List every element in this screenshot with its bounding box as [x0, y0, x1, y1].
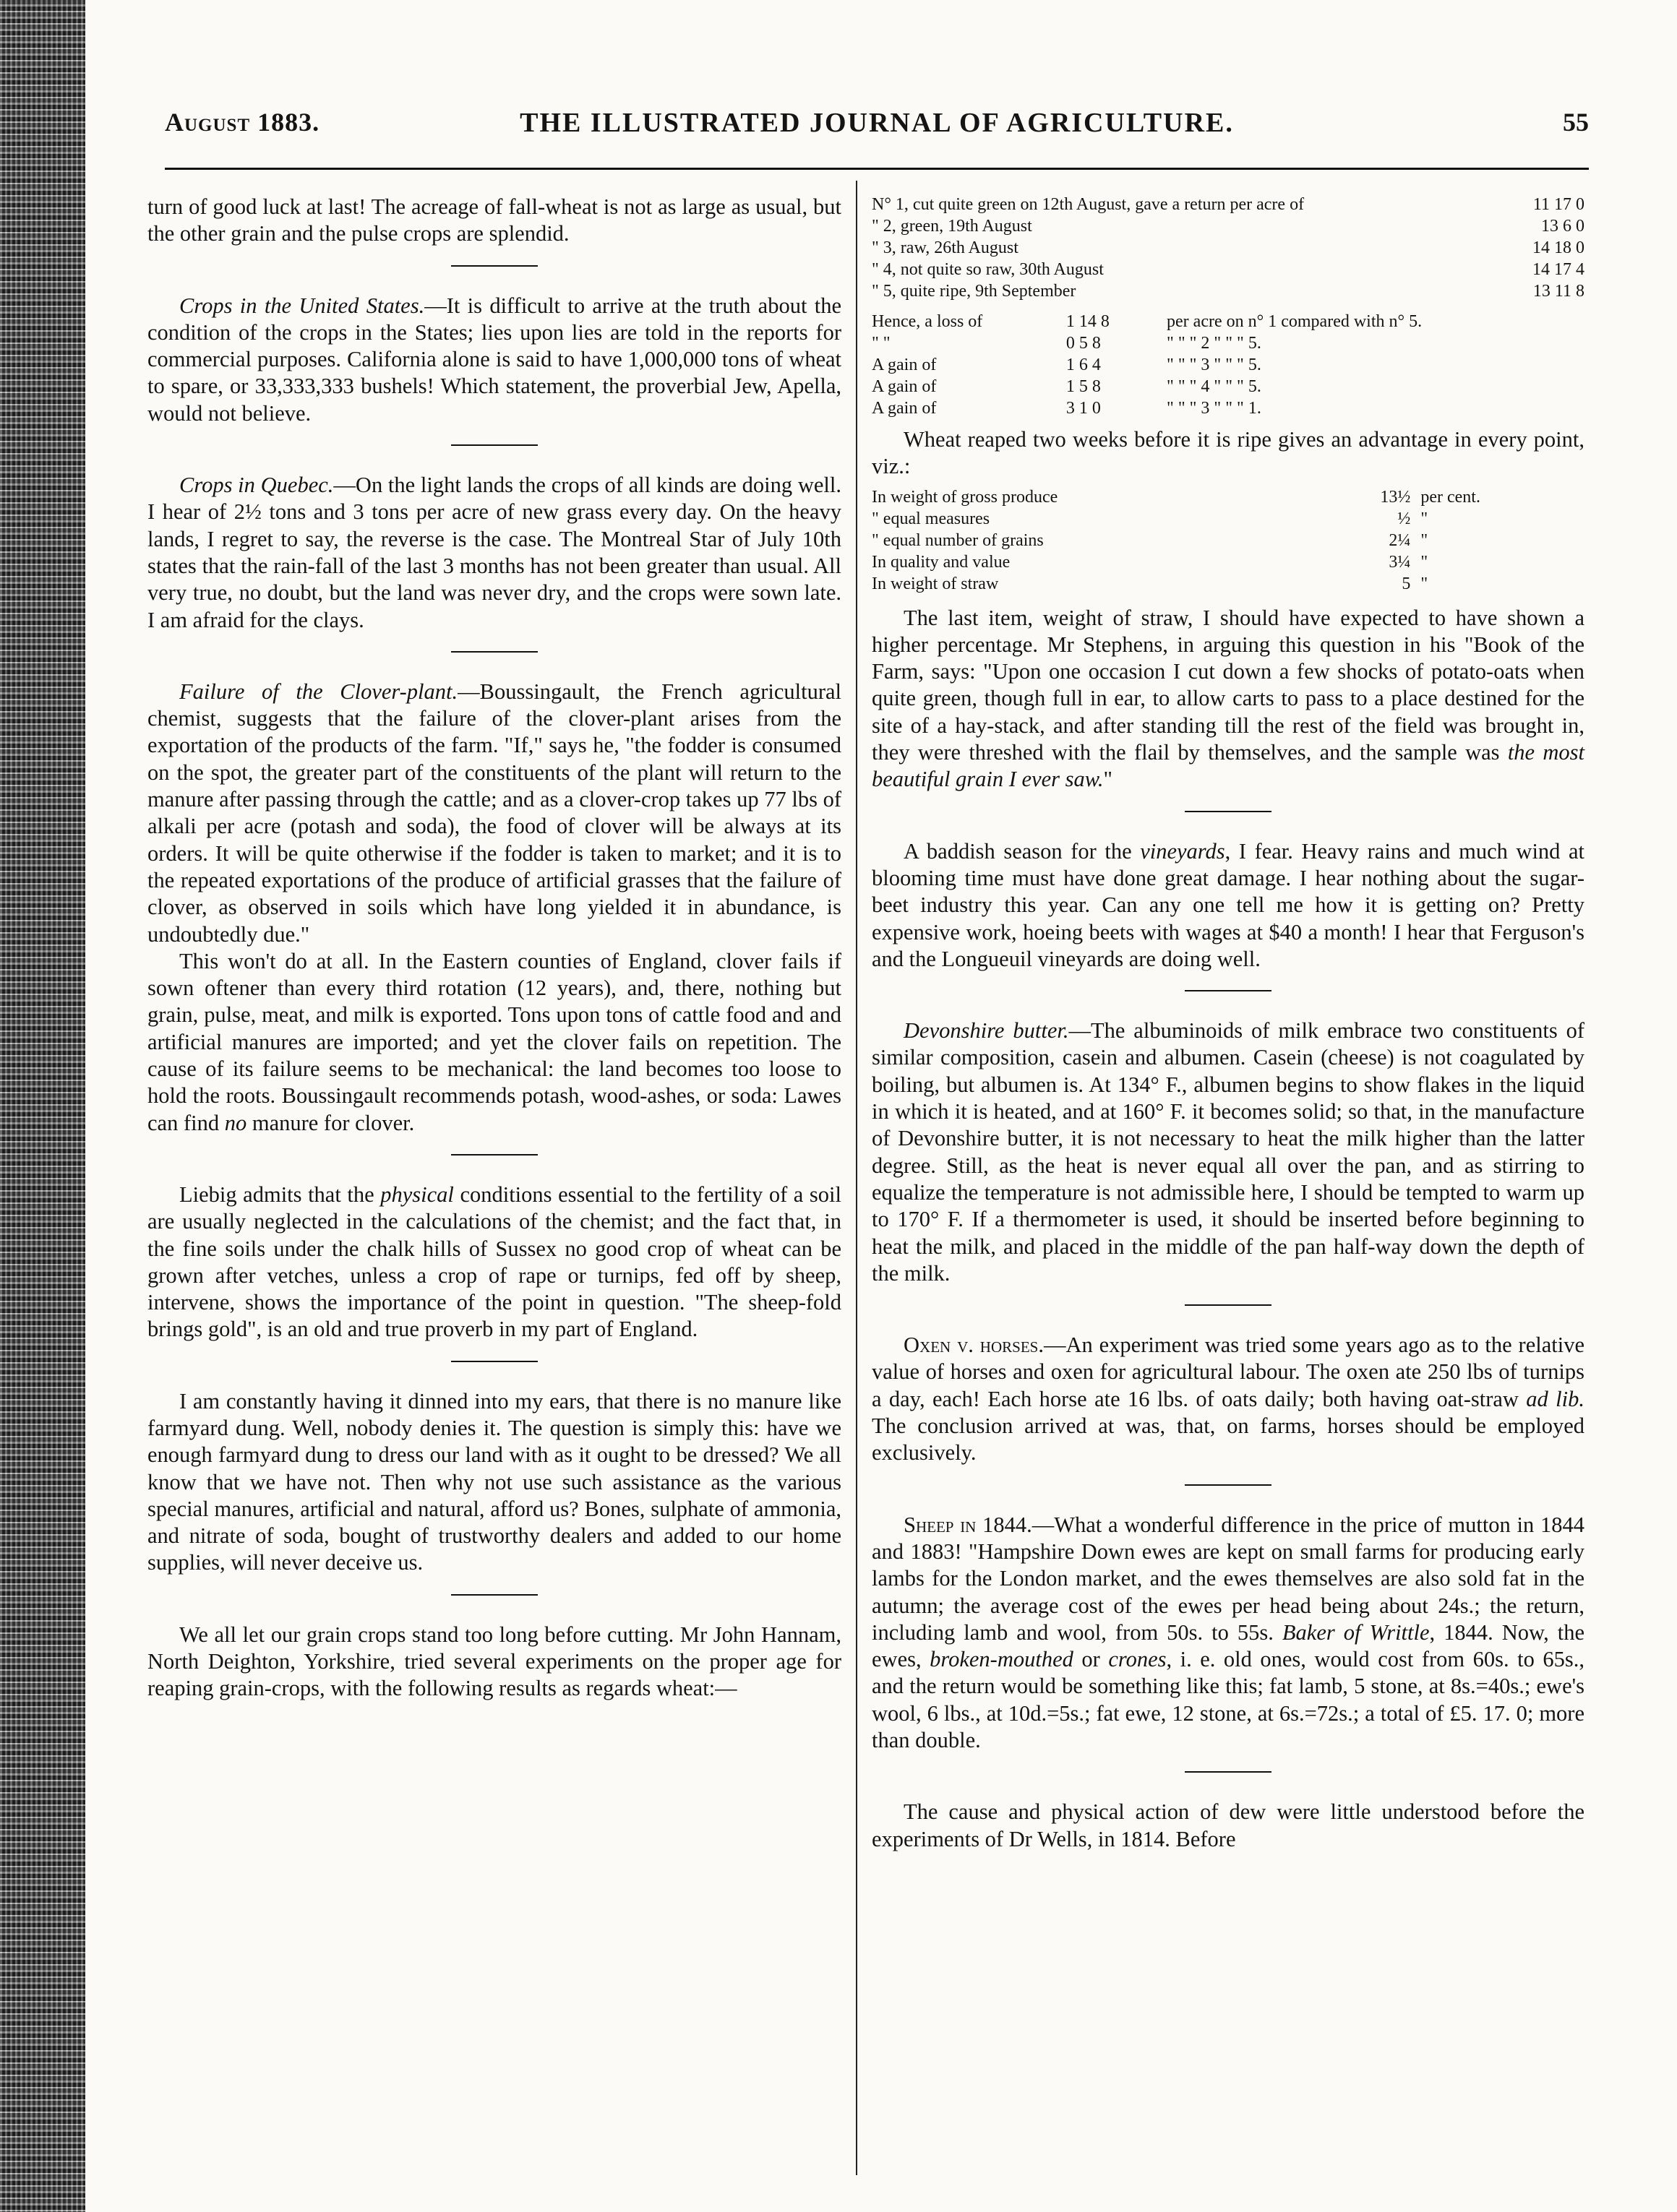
- row-pre: Hence, a loss of: [872, 312, 983, 331]
- table-row: [872, 332, 1584, 354]
- row-unit: ": [1420, 509, 1428, 528]
- text-span: This won't do at all. In the Eastern counties of England, clover fails if sown oftener than every third rotation (12 years), and, there, nothing but grain, pulse, meat, and milk is exported. Tons upon tons of cattle food and and artificial manures are imported; and yet the clover fails on repetition. The cause of its failure seems to be mechanical: the land becomes too loose to hold the roots. Boussingault recommends potash, wood-ashes, or soda: Lawes can find: [147, 948, 841, 1135]
- row-txt: " " " 3 " " " 1.: [1167, 399, 1261, 418]
- section-separator: [1185, 1771, 1271, 1773]
- table-row: [872, 486, 1584, 508]
- text-span: The last item, weight of straw, I should have expected to have shown a higher percentage. Mr Stephens, in arguing this question in his "Book of the Farm, says: "Upon one occasion I cut down a few shocks of potato-oats when quite green, though full in ear, to allow carts to pass to a place destined for the site of a hay-stack, and after standing till the rest of the field was brought in, they were threshed with the flail by themselves, and the sample was: [872, 605, 1584, 765]
- right-column: [872, 194, 1584, 1853]
- paragraph-lead: Crops in the United States.: [179, 293, 425, 318]
- paragraph: [147, 948, 841, 1137]
- paragraph-liebig: [147, 1182, 841, 1343]
- row-unit: ": [1420, 574, 1428, 593]
- paragraph-body: —The albuminoids of milk embrace two constituents of similar composition, casein and albumen. Casein (cheese) is not coagulated by boiling, but albumen is. At 134° F., albumen begins to show flakes in the liquid in which it is heated, and at 160° F. it becomes solid; so that, in the manufacture of Devonshire butter, it is not necessary to heat the milk higher than the latter degree. Still, as the heat is never equal all over the pan, and as stirring to equalize the temperature is not admissible here, I should be tempted to warm up to 170° F. If a thermometer is used, it should be inserted before beginning to heat the milk, and placed in the middle of the pan half-way down the depth of the milk.: [872, 1018, 1584, 1286]
- table-row: [872, 354, 1584, 376]
- row-label: " 3, raw, 26th August: [872, 238, 1018, 257]
- section-separator: [451, 1361, 538, 1362]
- row-pre: A gain of: [872, 356, 937, 374]
- row-label: " equal measures: [872, 509, 990, 528]
- section-separator: [1185, 1304, 1271, 1306]
- table-row: [872, 311, 1584, 332]
- emphasis: broken-mouthed: [930, 1647, 1073, 1672]
- paragraph-lead: Devonshire butter.: [904, 1018, 1069, 1043]
- section-separator: [451, 265, 538, 267]
- scanned-spine-texture: [0, 0, 85, 2212]
- row-label: " equal number of grains: [872, 530, 1044, 550]
- row-label: In weight of straw: [872, 574, 999, 593]
- paragraph-grain-cutting: We all let our grain crops stand too long before cutting. Mr John Hannam, North Deighton, Yorkshire, tried several experiments on the proper age for reaping grain-crops, with the following results as regards wheat:—: [147, 1622, 841, 1701]
- row-amt: 1 14 8: [1065, 312, 1110, 331]
- table-row: [872, 215, 1584, 237]
- section-separator: [451, 1154, 538, 1156]
- paragraph-vineyards: [872, 838, 1584, 973]
- text-span: —What a wonderful difference in the price of mutton in 1844 and 1883! "Hampshire Down ewes are kept on small farms for producing early lambs for the London market, and the ewes themselves are also sold fat in the autumn; the average cost of the ewes per head being about 24s.; the return, including lamb and wool, from 50s. to 55s.: [872, 1512, 1584, 1645]
- row-unit: ": [1420, 530, 1428, 550]
- emphasis: vineyards: [1140, 838, 1225, 864]
- paragraph-sheep-1844: [872, 1512, 1584, 1755]
- paragraph-crops-quebec: [147, 472, 841, 634]
- row-value: 13½: [1380, 487, 1411, 507]
- row-value: 13 11 8: [1532, 282, 1584, 301]
- row-txt: " " " 3 " " " 5.: [1167, 356, 1261, 374]
- emphasis: Baker of Writtle: [1282, 1619, 1430, 1645]
- row-label: " 5, quite ripe, 9th September: [872, 282, 1076, 301]
- section-separator: [451, 651, 538, 653]
- text-span: , i. e. old ones, would cost from 60s. to 65s., and the return would be something like this; fat lamb, 5 stone, at 8s.=40s.; ewe's wool, 6 lbs., at 10d.=5s.; fat ewe, 12 stone, at 6s.=72s.; a total of £5. 17. 0; more than double.: [872, 1647, 1584, 1752]
- row-unit: per cent.: [1420, 487, 1480, 507]
- paragraph-lead: Sheep in 1844.: [904, 1512, 1032, 1537]
- row-txt: " " " 2 " " " 5.: [1167, 334, 1261, 353]
- emphasis: no: [224, 1110, 247, 1135]
- paragraph-devonshire-butter: [872, 1017, 1584, 1287]
- row-value: 14 18 0: [1532, 238, 1584, 257]
- page-header: [165, 107, 1589, 150]
- paragraph-farmyard-dung: I am constantly having it dinned into my ears, that there is no manure like farmyard dung. Well, nobody denies it. The question is simply this: have we enough farmyard dung to dress our land with as it ought to be dressed? We all know that we have not. Then why not use such assistance as the various special manures, artificial and natural, afford us? Bones, sulphate of ammonia, and nitrate of soda, bought of trustworthy dealers and added to our home supplies, will never deceive us.: [147, 1388, 841, 1575]
- left-column: [147, 194, 841, 1703]
- table-row: [872, 530, 1584, 551]
- page-number: 55: [1563, 108, 1589, 137]
- paragraph-crops-united-states: [147, 293, 841, 427]
- emphasis: physical: [380, 1182, 454, 1207]
- row-label: " 2, green, 19th August: [872, 217, 1032, 236]
- row-pre: " ": [872, 334, 891, 353]
- text-span: , I fear. Heavy rains and much wind at blooming time must have done great damage. I hear nothing about the sugar-beet industry this year. Can any one tell me how it is getting on? Pretty expensive work, hoeing beets with wages at $40 a month! I hear that Ferguson's and the Longueuil vineyards are doing well.: [872, 838, 1584, 971]
- emphasis: the most beautiful grain I ever saw.: [872, 740, 1584, 792]
- row-label: " 4, not quite so raw, 30th August: [872, 260, 1104, 279]
- paragraph-dew: The cause and physical action of dew were little understood before the experiments of Dr Wells, in 1814. Before: [872, 1799, 1584, 1851]
- section-separator: [451, 444, 538, 446]
- paragraph-lead: Crops in Quebec.: [179, 473, 334, 498]
- cutting-returns-table: [872, 194, 1584, 302]
- loss-gain-table: [872, 311, 1584, 419]
- row-amt: 3 1 0: [1065, 399, 1101, 418]
- text-span: Liebig admits that the: [179, 1182, 381, 1207]
- row-amt: 1 6 4: [1065, 356, 1101, 374]
- section-separator: [451, 1594, 538, 1596]
- header-rule: [165, 168, 1589, 170]
- paragraph-lead: Failure of the Clover-plant.: [179, 679, 458, 704]
- row-value: 2¼: [1389, 530, 1411, 550]
- row-pre: A gain of: [872, 399, 937, 418]
- table-row: [872, 508, 1584, 530]
- row-label: In weight of gross produce: [872, 487, 1058, 507]
- text-span: —An experiment was tried some years ago as to the relative value of horses and oxen for agricultural labour. The oxen ate 250 lbs of turnips a day, each! Each horse ate 16 lbs. of oats daily; both having oat-straw: [872, 1333, 1584, 1411]
- paragraph-body: —Boussingault, the French agricultural chemist, suggests that the failure of the clover-plant arises from the exportation of the products of the farm. "If," says he, "the fodder is consumed on the spot, the greater part of the constituents of the plant will return to the manure after passing through the cattle; and as a clover-crop takes up 77 lbs of alkali per acre (potash and soda), the food of clover will be always at its orders. It will be quite otherwise if the fodder is taken to market; and it is to the repeated exportations of the produce of artificial grasses that the failure of clover, as observed in soils which have long yielded it in abundance, is undoubtedly due.": [147, 679, 841, 947]
- row-txt: per acre on n° 1 compared with n° 5.: [1167, 312, 1423, 331]
- row-value: 5: [1402, 574, 1411, 593]
- row-value: 11 17 0: [1532, 195, 1584, 214]
- section-separator: [1185, 811, 1271, 812]
- issue-date: August 1883.: [165, 108, 320, 137]
- row-value: ½: [1397, 509, 1411, 528]
- text-span: , 1844. Now, the ewes,: [872, 1619, 1584, 1672]
- advantage-table: [872, 486, 1584, 595]
- text-span: ": [1103, 767, 1112, 792]
- paragraph-clover-failure: [147, 679, 841, 948]
- paragraph-body: —On the light lands the crops of all kinds are doing well. I hear of 2½ tons and 3 tons per acre of new grass every day. On the heavy lands, I regret to say, the reverse is the case. The Montreal Star of July 10th states that the rain-fall of the last 3 months has not been greater than usual. All very true, no doubt, but the land was never dry, and the crops were sown late. I am afraid for the clays.: [147, 473, 842, 632]
- paragraph: turn of good luck at last! The acreage of fall-wheat is not as large as usual, but the other grain and the pulse crops are splendid.: [147, 194, 841, 246]
- row-txt: " " " 4 " " " 5.: [1167, 377, 1261, 396]
- table-row: [872, 194, 1584, 215]
- paragraph-wheat-advantage: Wheat reaped two weeks before it is ripe gives an advantage in every point, viz.:: [872, 427, 1584, 479]
- row-label: In quality and value: [872, 552, 1011, 572]
- paragraph-oxen-horses: [872, 1332, 1584, 1466]
- paragraph-lead: Oxen v. horses.: [904, 1333, 1044, 1358]
- text-span: conditions essential to the fertility of a soil are usually neglected in the calculations of the chemist; and the fact that, in the fine soils under the chalk hills of Sussex no good crop of wheat can be grown after vetches, unless a crop of rape or turnips, fed off by sheep, intervene, shows the importance of the point in question. "The sheep-fold brings gold", is an old and true proverb in my part of England.: [147, 1182, 841, 1342]
- table-row: [872, 237, 1584, 259]
- row-value: 3¼: [1389, 552, 1411, 572]
- section-separator: [1185, 990, 1271, 991]
- table-row: [872, 573, 1584, 595]
- row-value: 14 17 4: [1532, 260, 1584, 279]
- table-row: [872, 397, 1584, 419]
- paragraph-body: —It is difficult to arrive at the truth about the condition of the crops in the States; lies upon lies are told in the reports for commercial purposes. California alone is said to have 1,000,000 tons of wheat to spare, or 33,333,333 bushels! Which statement, the proverbial Jew, Apella, would not believe.: [147, 293, 842, 426]
- emphasis: ad lib.: [1526, 1386, 1584, 1411]
- journal-title: THE ILLUSTRATED JOURNAL OF AGRICULTURE.: [520, 108, 1234, 138]
- text-span: or: [1073, 1647, 1109, 1672]
- text-span: A baddish season for the: [904, 838, 1141, 864]
- table-row: [872, 551, 1584, 573]
- row-amt: 1 5 8: [1065, 377, 1101, 396]
- row-label: N° 1, cut quite green on 12th August, gave a return per acre of: [872, 195, 1305, 214]
- column-divider: [856, 181, 857, 2175]
- table-row: [872, 280, 1584, 302]
- row-amt: 0 5 8: [1065, 334, 1101, 353]
- row-value: 13 6 0: [1541, 217, 1584, 236]
- row-pre: A gain of: [872, 377, 937, 396]
- row-unit: ": [1420, 552, 1428, 572]
- text-span: The conclusion arrived at was, that, on farms, horses should be employed exclusively.: [872, 1413, 1584, 1466]
- paragraph-straw-weight: [872, 605, 1584, 793]
- text-span: manure for clover.: [246, 1110, 415, 1135]
- table-row: [872, 376, 1584, 397]
- emphasis: crones: [1108, 1647, 1167, 1672]
- section-separator: [1185, 1484, 1271, 1486]
- table-row: [872, 259, 1584, 280]
